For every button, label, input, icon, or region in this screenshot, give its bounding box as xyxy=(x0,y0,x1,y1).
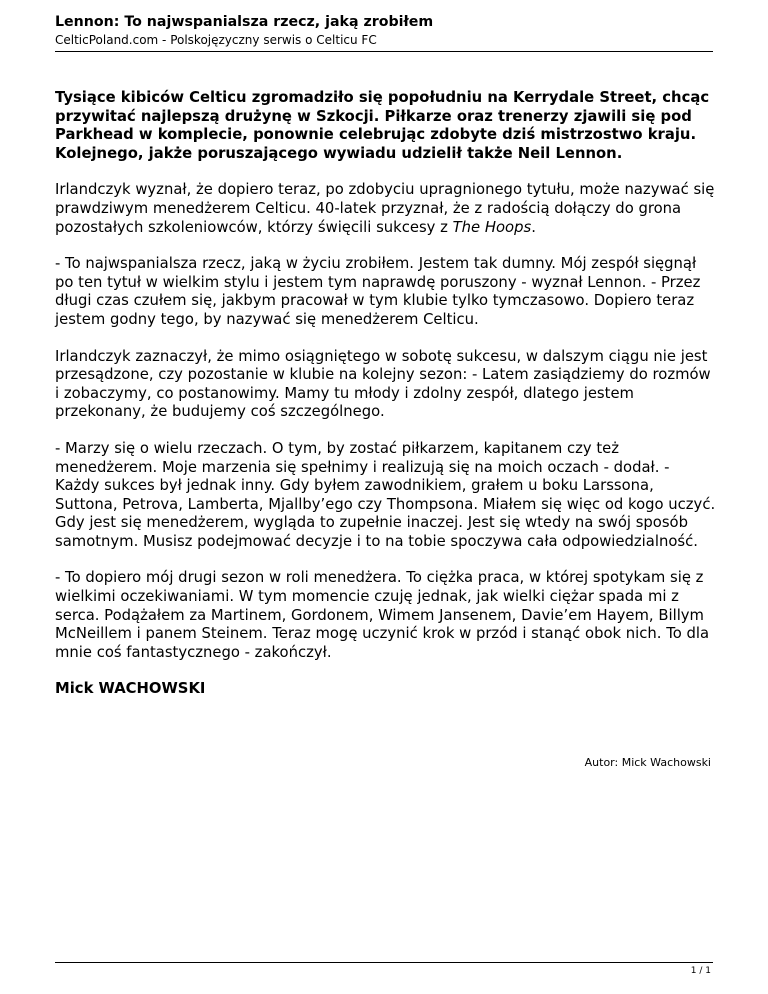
paragraph-1-text: Irlandczyk wyznał, że dopiero teraz, po zdobyciu upragnionego tytułu, może nazywać się prawdziwym menedżerem Celticu. 40-latek przyznał, że z radością dołączy do grona pozostałych szkoleniowców, którzy święcili sukcesy z xyxy=(55,181,715,236)
article-paragraph-5: - To dopiero mój drugi sezon w roli menedżera. To ciężka praca, w której spotykam się z wielkimi oczekiwaniami. W tym momencie czuję jednak, jak wielki ciężar spada mi z serca. Podążałem za Martinem, Gordonem, Wimem Jansenem, Davie’em Hayem, Billym McNeillem i panem Steinem. Teraz mogę uczynić krok w przód i stanąć obok nich. To dla mnie coś fantastycznego - zakończył. xyxy=(55,569,710,661)
article-paragraph-1 xyxy=(55,181,717,237)
footer-divider xyxy=(55,962,713,963)
document-header xyxy=(55,14,713,48)
paragraph-1-end: . xyxy=(531,218,536,236)
article-paragraph-4: - Marzy się o wielu rzeczach. O tym, by zostać piłkarzem, kapitanem czy też menedżerem. Moje marzenia się spełnimy i realizują się na moich oczach - dodał. - Każdy sukces był jednak inny. Gdy byłem zawodnikiem, grałem u boku Larssona, Suttona, Petrova, Lamberta, Mjallby’ego czy Thompsona. Miałem się więc od kogo uczyć. Gdy jest się menedżerem, wygląda to zupełnie inaczej. Jest się wtedy na swój sposób samotnym. Musisz podejmować decyzje i to na tobie spoczywa cała odpowiedzialność. xyxy=(55,439,716,550)
author-line: Autor: Mick Wachowski xyxy=(584,756,711,769)
page-number: 1 / 1 xyxy=(690,966,711,976)
document-subtitle: CelticPoland.com - Polskojęzyczny serwis o Celticu FC xyxy=(55,33,377,47)
document-title: Lennon: To najwspanialsza rzecz, jaką zrobiłem xyxy=(55,14,434,30)
article-paragraph-3: Irlandczyk zaznaczył, że mimo osiągniętego w sobotę sukcesu, w dalszym ciągu nie jest przesądzone, czy pozostanie w klubie na kolejny sezon: - Latem zasiądziemy do rozmów i zobaczymy, co postanowimy. Mamy tu młody i zdolny zespół, dlatego jestem przekonany, że budujemy coś szczególnego. xyxy=(55,347,711,421)
article-lead: Tysiące kibiców Celticu zgromadziło się popołudniu na Kerrydale Street, chcąc przywitać najlepszą drużynę w Szkocji. Piłkarze oraz trenerzy zjawili się pod Parkhead w komplecie, ponownie celebrując zdobyte dziś mistrzostwo kraju. Kolejnego, jakże poruszającego wywiadu udzielił także Neil Lennon. xyxy=(55,89,710,162)
header-divider xyxy=(55,51,713,52)
article-signature: Mick WACHOWSKI xyxy=(55,680,206,698)
team-nickname: The Hoops xyxy=(452,218,532,236)
article-body xyxy=(55,89,717,717)
article-paragraph-2: - To najwspanialsza rzecz, jaką w życiu zrobiłem. Jestem tak dumny. Mój zespół sięgnął po ten tytuł w wielkim stylu i jestem tym naprawdę poruszony - wyznał Lennon. - Przez długi czas czułem się, jakbym pracował w tym klubie tylko tymczasowo. Dopiero teraz jestem godny tego, by nazywać się menedżerem Celticu. xyxy=(55,255,701,328)
